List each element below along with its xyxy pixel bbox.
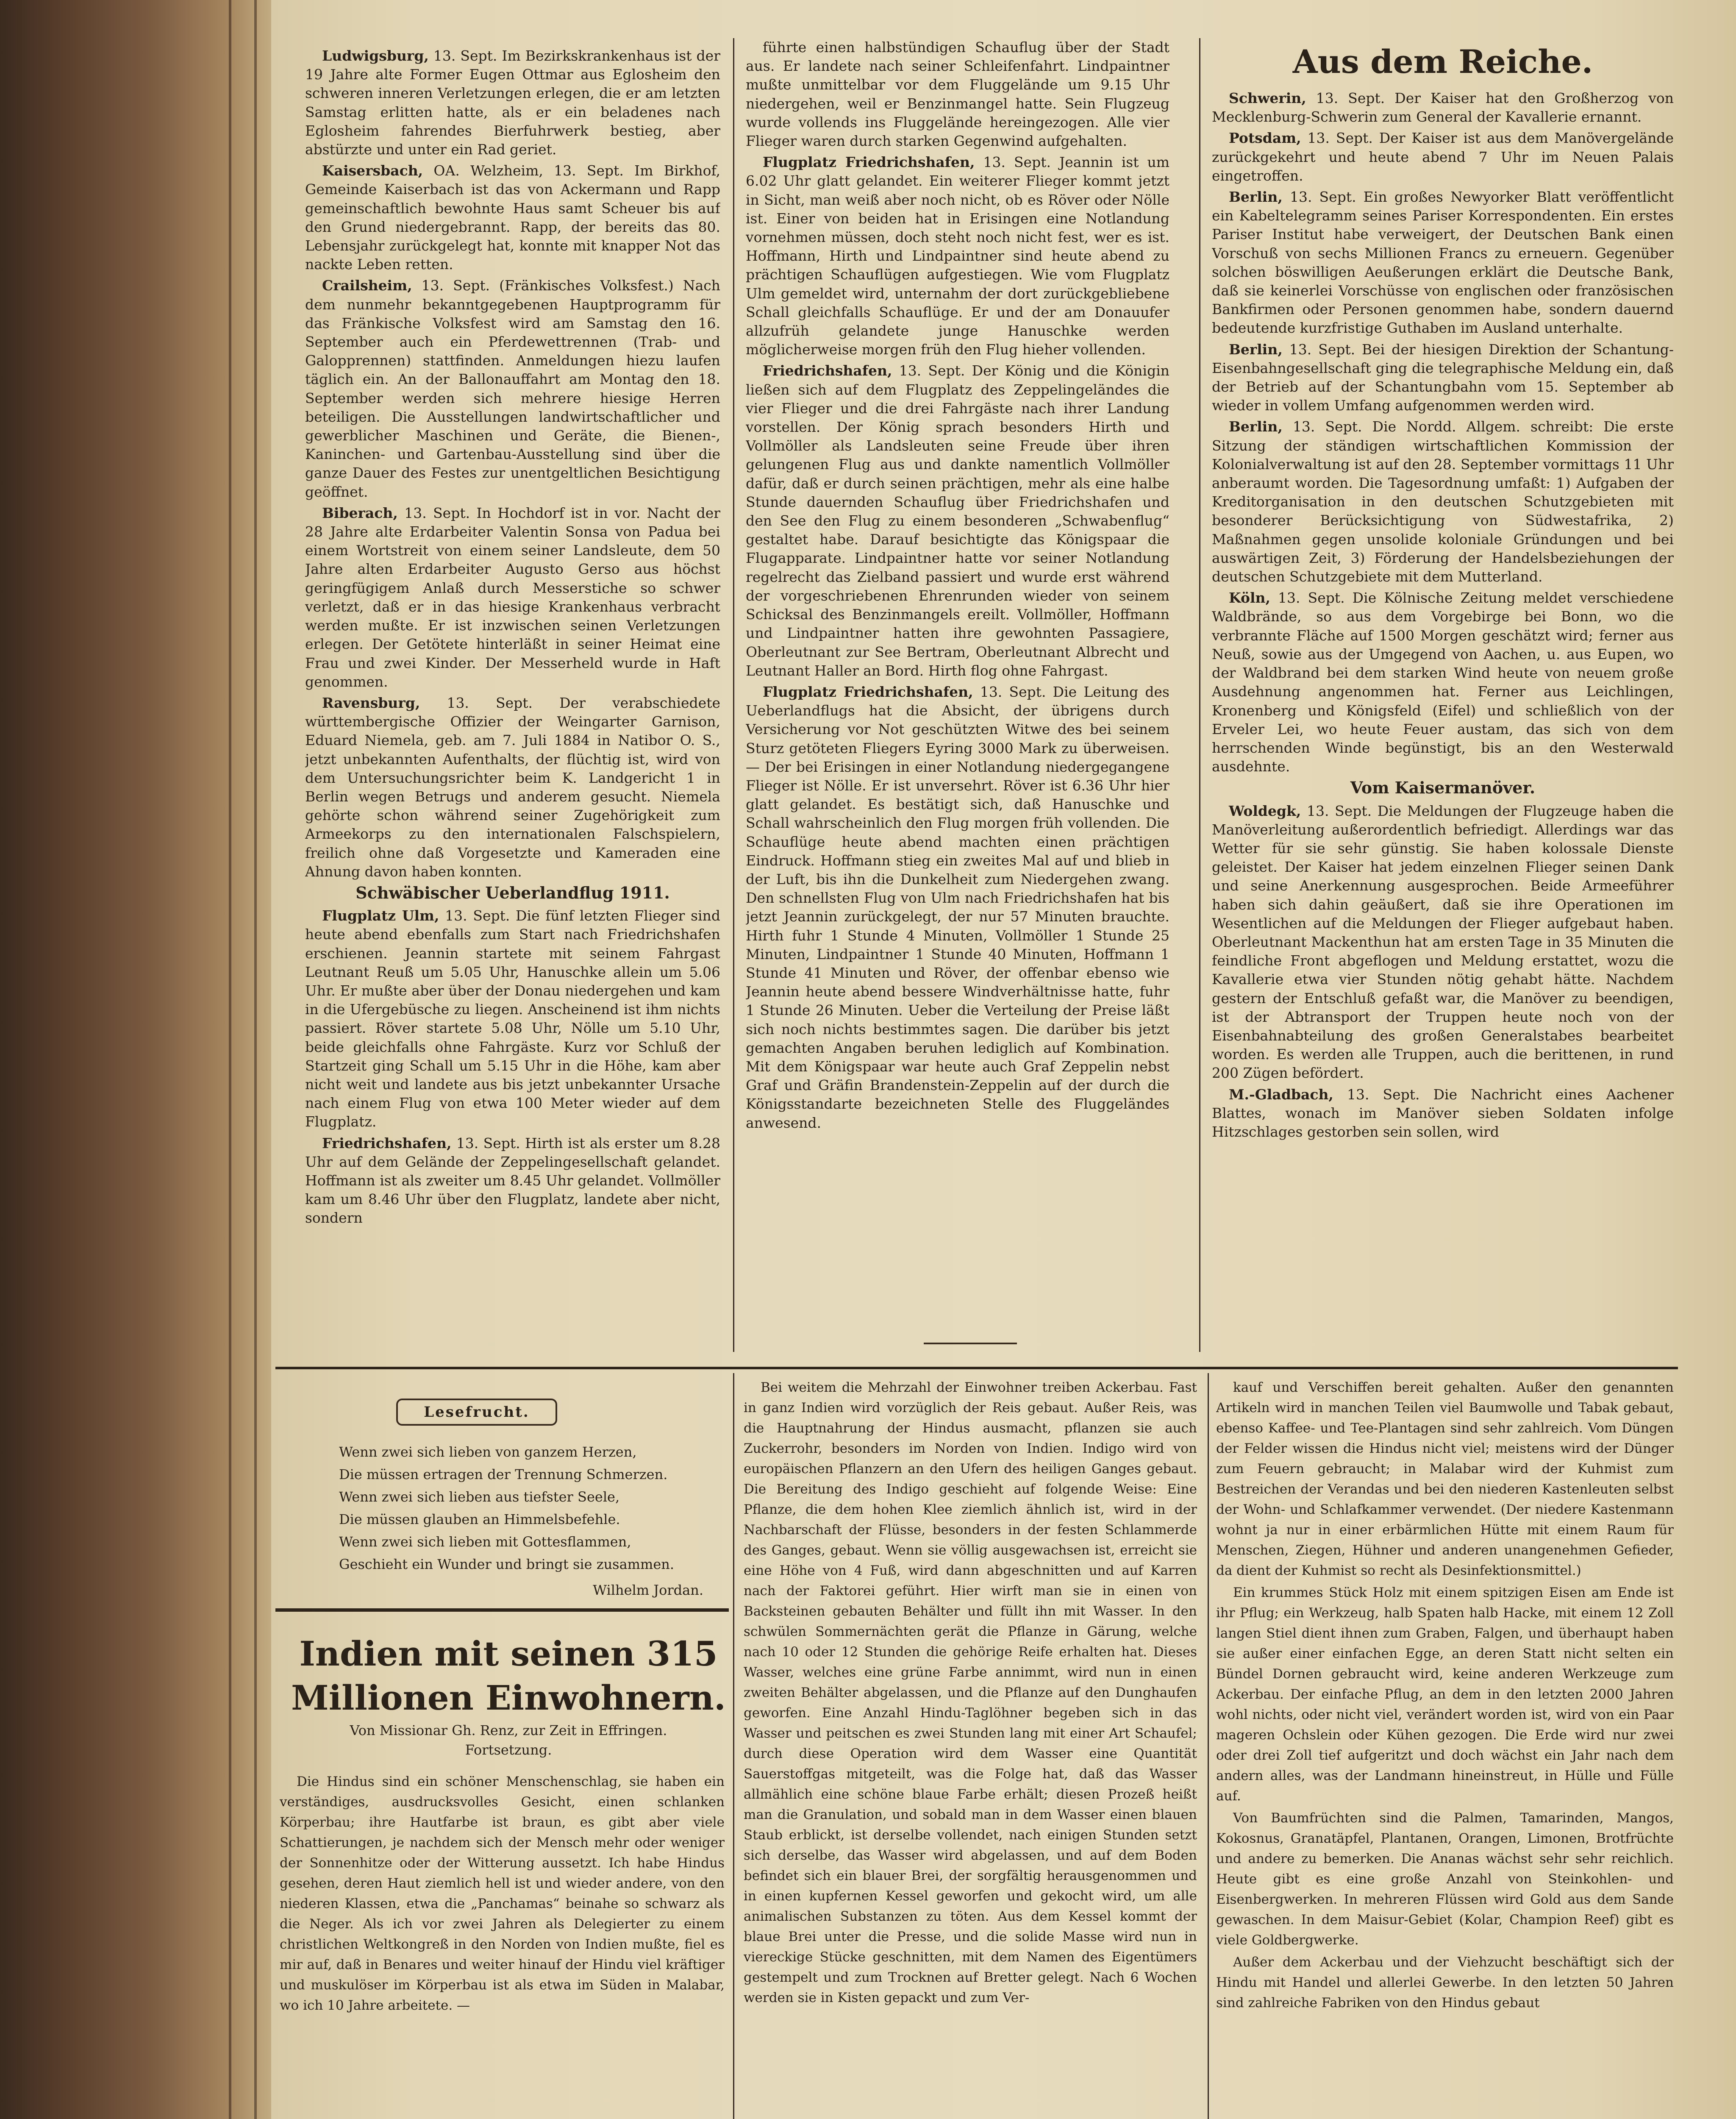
article-paragraph: kauf und Verschiffen bereit gehalten. Außer den genannten Artikeln wird in manchen Teilen viel Baumwolle und Tabak gebaut, ebenso Kaffee- und Tee-Plantagen sind sehr zahlreich. Vom Düngen der Felder wissen die Hindus nicht viel; meistens wird der Dünger zum Feuern gebraucht; in Malabar wird der Kuhmist zum Bestreichen der Verandas und bei den niederen Kastenleuten selbst der Wohn- und Schlafkammer verwendet. (Der niedere Kastenmann wohnt ja nur in einer erbärmlichen Hütte mit einem Raum für Menschen, Ziegen, Hühner und anderen unangenehmen Gefieder, da dient der Kuhmist so recht als Desinfektionsmittel.) (1216, 1380, 1674, 1578)
dateline: Friedrichshafen, (322, 1135, 452, 1151)
poem-line: Die müssen glauben an Himmelsbefehle. (339, 1511, 620, 1527)
news-item (746, 683, 1169, 1132)
poem-line: Wenn zwei sich lieben von ganzem Herzen, (339, 1444, 637, 1460)
lesefrucht-poem (339, 1441, 703, 1602)
news-text: 13. Sept. Im Bezirkskrankenhaus ist der 19 Jahre alte Former Eugen Ottmar aus Eglosheim den schweren inneren Verletzungen erlegen, die er am letzten Samstag erlitten hatte, als er ein beladenes nach Eglosheim fahrendes Bierfuhrwerk bestieg, aber abstürzte und unter ein Rad geriet. (305, 47, 720, 158)
article-byline (275, 1721, 742, 1760)
column-rule (733, 38, 734, 1352)
dateline: Woldegk, (1229, 802, 1301, 819)
news-text: 13. Sept. Bei der hiesigen Direktion der Schantung-Eisenbahngesellschaft ging die telegraphische Meldung ein, daß der Betrieb auf der Schantungbahn vom 15. September ab wieder in vollem Umfang aufgenommen werden wird. (1212, 341, 1674, 414)
column-3 (1212, 42, 1674, 1356)
news-item (305, 694, 720, 881)
news-item (305, 907, 720, 1131)
dateline: Kaisersbach, (322, 162, 423, 179)
poem-line: Wenn zwei sich lieben mit Gottesflammen, (339, 1534, 631, 1550)
dateline: Ravensburg, (322, 694, 420, 711)
news-text: OA. Welzheim, 13. Sept. Im Birkhof, Gemeinde Kaiserbach ist das von Ackermann und Rapp gemeinschaftlich bewohnte Haus samt Scheuer bis auf den Grund niedergebrannt. Rapp, der bereits das 80. Lebensjahr zurückgelegt hat, konnte mit knapper Not das nackte Leben retten. (305, 162, 720, 273)
article-body-col3 (1216, 1377, 1674, 2119)
news-item (1212, 802, 1674, 1083)
column-rule (733, 1373, 734, 2119)
news-item (1212, 89, 1674, 126)
news-text: 13. Sept. (Fränkisches Volksfest.) Nach dem nunmehr bekanntgegebenen Hauptprogramm für das Fränkische Volksfest wird am Samstag den 16. September auch ein Pferdewettrennen (Trab- und Galopprennen) stattfinden. Anmeldungen hiezu laufen täglich ein. An der Ballonauffahrt am Montag den 18. September werden sich mehrere hiesige Herren beteiligen. Die Ausstellungen landwirtschaftlicher und gewerblicher Maschinen und Geräte, die Bienen-, Kaninchen- und Gartenbau-Ausstellung sind über die ganze Dauer des Festes zur unentgeltlichen Besichtigung geöffnet. (305, 277, 720, 500)
end-rule (924, 1343, 1017, 1344)
dateline: M.-Gladbach, (1229, 1086, 1333, 1103)
news-item (1212, 589, 1674, 776)
news-item (746, 153, 1169, 359)
news-item (305, 504, 720, 691)
byline-author: Von Missionar Gh. Renz, zur Zeit in Effringen. (350, 1722, 667, 1738)
news-text: 13. Sept. Der Kaiser hat den Großherzog von Mecklenburg-Schwerin zum General der Kavallerie ernannt. (1212, 90, 1674, 125)
poem-line: Geschieht ein Wunder und bringt sie zusammen. (339, 1556, 675, 1572)
news-text: 13. Sept. Die Leitung des Ueberlandflugs hat die Absicht, der übrigens durch Versicherung vor Not geschützten Witwe des bei seinem Sturz getöteten Fliegers Eyring 3000 Mark zu überweisen. — Der bei Erisingen in einer Notlandung niedergegangene Flieger ist Nölle. Er ist unversehrt. Röver ist 6.36 Uhr hier glatt gelandet. Es bestätigt sich, daß Hanuschke und Schall wahrscheinlich den Flug morgen früh vollenden. Die Schauflüge heute abend machten einen prächtigen Eindruck. Hoffmann stieg ein zweites Mal auf und blieb in der Luft, bis ihn die Dunkelheit zum Niedergehen zwang. Den schnellsten Flug von Ulm nach Friedrichshafen hat bis jetzt Jeannin zurückgelegt, der nur 57 Minuten brauchte. Hirth fuhr 1 Stunde 4 Minuten, Vollmöller 1 Stunde 25 Minuten, Lindpaintner 1 Stunde 40 Minuten, Hoffmann 1 Stunde 41 Minuten und Röver, der offenbar ebenso wie Jeannin heute abend bessere Windverhältnisse hatte, fuhr 1 Stunde 26 Minuten. Ueber die Verteilung der Preise läßt sich noch nichts bestimmtes sagen. Die darüber bis jetzt gemachten Angaben beruhen lediglich auf Kombination. Mit dem Königspaar war heute auch Graf Zeppelin nebst Graf und Gräfin Brandenstein-Zeppelin auf der durch die Königsstandarte bezeichneten Stelle des Fluggeländes anwesend. (746, 683, 1169, 1131)
column-rule (1199, 38, 1200, 1352)
dateline: Berlin, (1229, 189, 1283, 206)
dateline: Friedrichshafen, (763, 362, 892, 379)
news-item (1212, 129, 1674, 185)
section-divider (275, 1367, 1678, 1369)
news-item (1212, 340, 1674, 415)
news-text: 13. Sept. Die Kölnische Zeitung meldet verschiedene Waldbrände, so aus dem Vorgebirge bei Bonn, wo die verbrannte Fläche auf 1500 Morgen geschätzt wird; ferner aus Neuß, sowie aus der Umgegend von Aachen, u. aus Eupen, wo der Waldbrand bei dem starken Wind heute von neuem große Ausdehnung angenommen hat. Ferner aus Leichlingen, Kronenberg und Königsfeld (Eifel) und schließlich von der Erveler Lei, wo heute Feuer austam, das sich von dem herrschenden Winde begünstigt, bis an den Westerwald ausdehnte. (1212, 590, 1674, 775)
article-body-col1 (280, 1771, 725, 2016)
news-text: 13. Sept. Die Meldungen der Flugzeuge haben die Manöverleitung außerordentlich befriedigt. Allerdings war das Wetter für sie sehr günstig. Sie haben kolossale Dienste geleistet. Der Kaiser hat jedem einzelnen Flieger seinen Dank und seine Anerkennung ausgesprochen. Beide Armeeführer haben sich dahin geäußert, daß sie ihre Operationen im Wesentlichen auf die Meldungen der Flieger aufgebaut haben. Oberleutnant Mackenthun hat am ersten Tage in 35 Minuten die feindliche Front abgeflogen und Meldung erstattet, wozu die Kavallerie etwa vier Stunden nötig gehabt hätte. Nachdem gestern der Entschluß gefaßt war, die Manöver zu beendigen, ist der Abtransport der Truppen heute noch von der Eisenbahnabteilung des großen Generalstabes bearbeitet worden. Es werden alle Truppen, auch die berittenen, in rund 200 Zügen befördert. (1212, 802, 1674, 1082)
article-body-col2 (744, 1377, 1197, 2119)
binding-edge (254, 0, 257, 2119)
news-item (305, 276, 720, 501)
news-text: 13. Sept. Hirth ist als erster um 8.28 Uhr auf dem Gelände der Zeppelingesellschaft gelandet. Hoffmann ist als zweiter um 8.45 Uhr gelandet. Vollmöller kam um 8.46 Uhr über den Flugplatz, landete aber nicht, sondern (305, 1135, 720, 1226)
section-heading: Schwäbischer Ueberlandflug 1911. (356, 883, 670, 902)
dateline: Schwerin, (1229, 90, 1306, 106)
dateline: Köln, (1229, 590, 1270, 606)
lesefrucht-banner: Lesefrucht. (396, 1399, 557, 1426)
poem-line: Wenn zwei sich lieben aus tiefster Seele, (339, 1489, 620, 1505)
book-binding (0, 0, 271, 2119)
news-text: 13. Sept. Der König und die Königin ließen sich auf dem Flugplatz des Zeppelingeländes die vier Flieger und die drei Fahrgäste nach ihrer Landung vorstellen. Der König sprach besonders Hirth und Vollmöller als Landsleuten seine Freude über ihren gelungenen Flug aus und dankte namentlich Vollmöller dafür, daß er durch seinen prächtigen, mehr als eine halbe Stunde dauernden Schauflug über Friedrichshafen und den See den Flug zu einem besonderen „Schwabenflug“ gestaltet habe. Darauf besichtigte das Königspaar die Flugapparate. Lindpaintner hatte vor seiner Notlandung regelrecht das Zielband passiert und wurde erst während der vorgeschriebenen Ehrenrunden wieder von seinem Schicksal des Benzinmangels ereilt. Vollmöller, Hoffmann und Lindpaintner hatten ihre gewohnten Passagiere, Oberleutnant zur See Bertram, Oberleutnant Albrecht und Leutnant Haller an Bord. Hirth flog ohne Fahrgast. (746, 362, 1169, 679)
dateline: Crailsheim, (322, 277, 412, 294)
news-item (746, 362, 1169, 680)
dateline: Potsdam, (1229, 130, 1301, 147)
news-item (305, 161, 720, 274)
news-item (305, 1134, 720, 1228)
dateline: Flugplatz Ulm, (322, 907, 439, 924)
section-subheading: Vom Kaisermanöver. (1350, 778, 1536, 798)
dateline: Ludwigsburg, (322, 47, 429, 64)
column-rule (1208, 1373, 1209, 2119)
news-item (1212, 188, 1674, 338)
article-paragraph: Ein krummes Stück Holz mit einem spitzigen Eisen am Ende ist ihr Pflug; ein Werkzeug, halb Spaten halb Hacke, mit einem 12 Zoll langen Stiel dient ihnen zum Graben, Falgen, und überhaupt haben sie außer einer einfachen Egge, an deren Statt nicht selten ein Bündel Dornen gebraucht wird, keine anderen Werkzeuge zum Ackerbau. Der einfache Pflug, an dem in den letzten 2000 Jahren wohl nichts, oder nicht viel, verändert worden ist, wird von ein Paar mageren Ochslein oder Kühen gezogen. Die Erde wird nur zwei oder drei Zoll tief aufgeritzt und doch wächst ein Jahr nach dem andern alles, was der Landmann hineinstreut, in Hülle und Fülle auf. (1216, 1585, 1674, 1804)
dateline: Berlin, (1229, 418, 1283, 435)
binding-edge (229, 0, 231, 2119)
byline-continuation: Fortsetzung. (465, 1742, 552, 1758)
news-text: 13. Sept. Jeannin ist um 6.02 Uhr glatt gelandet. Ein weiterer Flieger kommt jetzt in Sicht, man weiß aber noch nicht, ob es Röver oder Nölle ist. Einer von beiden hat in Erisingen eine Notlandung vornehmen müssen, doch steht noch nicht fest, wer es ist. Hoffmann, Hirth und Lindpaintner sind heute abend zu prächtigen Schauflügen aufgestiegen. Wie vom Flugplatz Ulm gemeldet wird, unternahm der dort zurückgebliebene Schall gleichfalls Schauflüge. Er und der am Donauufer allzufrüh gelandete junge Hanuschke werden möglicherweise morgen früh den Flug hieher vollenden. (746, 154, 1169, 358)
poem-line: Die müssen ertragen der Trennung Schmerzen. (339, 1466, 668, 1482)
article-paragraph: Von Baumfrüchten sind die Palmen, Tamarinden, Mangos, Kokosnus, Granatäpfel, Plantanen, Orangen, Limonen, Brotfrüchte und andere zu bemerken. Die Ananas wächst sehr sehr reichlich. Heute gibt es eine große Anzahl von Steinkohlen- und Eisenbergwerken. In mehreren Flüssen wird Gold aus dem Sande gewaschen. In dem Maisur-Gebiet (Kolar, Champion Reef) gibt es viele Goldbergwerke. (1216, 1810, 1674, 1948)
news-item (1212, 1085, 1674, 1142)
dateline: Biberach, (322, 504, 398, 521)
article-divider (275, 1608, 729, 1612)
news-item (305, 47, 720, 159)
column-2 (746, 38, 1169, 1335)
news-item (1212, 417, 1674, 586)
dateline: Flugplatz Friedrichshafen, (763, 154, 975, 171)
dateline: Flugplatz Friedrichshafen, (763, 683, 973, 700)
article-paragraph: Die Hindus sind ein schöner Menschenschlag, sie haben ein verständiges, ausdrucksvolles Gesicht, einen schlanken Körperbau; ihre Hautfarbe ist braun, es gibt aber viele Schattierungen, je nachdem sich der Mensch mehr oder weniger der Sonnenhitze oder der Witterung aussetzt. Ich habe Hindus gesehen, deren Haut ziemlich hell ist und wieder andere, von den niederen Klassen, etwa die „Panchamas“ beinahe so schwarz als die Neger. Als ich vor zwei Jahren als Delegierter zu einem christlichen Weltkongreß in den Norden von Indien mußte, fiel es mir auf, daß in Benares und weiter hinauf der Hindu viel kräftiger und muskulöser im Körperbau ist als etwa im Süden in Malabar, wo ich 10 Jahre arbeitete. — (280, 1774, 725, 2013)
news-text: 13. Sept. Ein großes Newyorker Blatt veröffentlicht ein Kabeltelegramm seines Pariser Korrespondenten. Ein erstes Pariser Institut habe verweigert, der Deutschen Bank einen Vorschuß von sechs Millionen Francs zu erneuern. Gegenüber solchen böswilligen Aeußerungen erklärt die Deutsche Bank, daß sie keinerlei Vorschüsse von englischen oder französischen Bankfirmen oder Personen genommen habe, sondern dauernd bedeutende kurzfristige Guthaben im Ausland unterhalte. (1212, 189, 1674, 336)
news-text: führte einen halbstündigen Schauflug über der Stadt aus. Er landete nach seiner Schleifenfahrt. Lindpaintner mußte unmittelbar vor dem Fluggelände um 9.15 Uhr niedergehen, weil er Benzinmangel hatte. Sein Flugzeug wurde vollends ins Fluggelände hereingezogen. Alle vier Flieger waren durch starken Gegenwind aufgehalten. (746, 39, 1169, 150)
news-text: 13. Sept. Die Nordd. Allgem. schreibt: Die erste Sitzung der ständigen wirtschaftlichen Kommission der Kolonialverwaltung ist auf den 28. September vormittags 11 Uhr anberaumt worden. Die Tagesordnung umfaßt: 1) Aufgaben der Kreditorganisation in den deutschen Schutzgebieten mit besonderer Berücksichtigung von Südwestafrika, 2) Maßnahmen gegen unsolide koloniale Gründungen und bei auswärtigen Zeit, 3) Förderung der Handelsbeziehungen der deutschen Schutzgebiete mit dem Mutterland. (1212, 418, 1674, 585)
news-text: 13. Sept. Die fünf letzten Flieger sind heute abend ebenfalls zum Start nach Friedrichshafen erschienen. Jeannin startete mit seinem Fahrgast Leutnant Reuß um 5.05 Uhr, Hanuschke allein um 5.06 Uhr. Er mußte aber über der Donau niedergehen und kam in die Ufergebüsche zu liegen. Anscheinend ist ihm nichts passiert. Röver startete 5.08 Uhr, Nölle um 5.10 Uhr, beide gleichfalls ohne Fahrgäste. Kurz vor Schluß der Startzeit ging Schall um 5.15 Uhr in die Höhe, kam aber nicht weit und landete aus bis jetzt unbekannter Ursache nach einem Flug von etwa 100 Meter wieder auf dem Flugplatz. (305, 907, 720, 1130)
news-text: 13. Sept. Der verabschiedete württembergische Offizier der Weingarter Garnison, Eduard Niemela, geb. am 7. Juli 1884 in Natibor O. S., jetzt unbekannten Aufenthalts, der flüchtig ist, wird von dem Untersuchungsrichter beim K. Landgericht 1 in Berlin wegen Betrugs und anderem gesucht. Niemela gehörte schon während seiner Zugehörigkeit zum Armeekorps zu den internationalen Falschspielern, freilich ohne daß Vorgesetzte und Kameraden eine Ahnung davon haben konnten. (305, 694, 720, 880)
news-item (746, 38, 1169, 150)
news-text: 13. Sept. In Hochdorf ist in vor. Nacht der 28 Jahre alte Erdarbeiter Valentin Sonsa von Padua bei einem Wortstreit von einem seiner Landsleute, dem 50 Jahre alten Erdarbeiter Augusto Gerso aus höchst geringfügigem Anlaß durch Messerstiche so schwer verletzt, daß er in das hiesige Krankenhaus verbracht werden mußte. Er ist inzwischen seinen Verletzungen erlegen. Der Getötete hinterläßt in seiner Heimat eine Frau und zwei Kinder. Der Messerheld wurde in Haft genommen. (305, 504, 720, 690)
article-paragraph: Außer dem Ackerbau und der Viehzucht beschäftigt sich der Hindu mit Handel und allerlei Gewerbe. In den letzten 50 Jahren sind zahlreiche Fabriken von den Hindus gebaut (1216, 1955, 1674, 2011)
column-1 (305, 47, 720, 1352)
article-title: Indien mit seinen 315 Millionen Einwohnern. (291, 1634, 726, 1718)
news-text: 13. Sept. Die Nachricht eines Aachener Blattes, wonach im Manöver sieben Soldaten infolge Hitzschlages gestorben sein sollen, wird (1212, 1086, 1674, 1140)
dateline: Berlin, (1229, 341, 1283, 358)
section-heading-reich: Aus dem Reiche. (1292, 43, 1593, 81)
news-text: 13. Sept. Der Kaiser ist aus dem Manövergelände zurückgekehrt und heute abend 7 Uhr im Neuen Palais eingetroffen. (1212, 130, 1674, 184)
poem-author: Wilhelm Jordan. (593, 1582, 703, 1598)
article-paragraph: Bei weitem die Mehrzahl der Einwohner treiben Ackerbau. Fast in ganz Indien wird vorzüglich der Reis gebaut. Außer Reis, was die Hauptnahrung der Hindus ausmacht, pflanzen sie auch Zuckerrohr, besonders im Norden von Indien. Indigo wird von europäischen Pflanzern an den Ufern des heiligen Ganges gebaut. Die Bereitung des Indigo geschieht auf folgende Weise: Eine Pflanze, die dem hohen Klee ziemlich ähnlich ist, wird in der Nachbarschaft der Flüsse, besonders in der festen Schlammerde des Ganges, gebaut. Wenn sie völlig ausgewachsen ist, erreicht sie eine Höhe von 4 Fuß, wird dann abgeschnitten und auf Karren nach der Faktorei geführt. Hier wirft man sie in einen von Backsteinen gebauten Behälter und füllt ihn mit Wasser. In den schwülen Sommernächten gerät die Pflanze in Gärung, welche nach 10 oder 12 Stunden die gehörige Reife erhalten hat. Dieses Wasser, welches eine grüne Farbe annimmt, wird nun in einen zweiten Behälter abgelassen, und die Pflanze auf den Dunghaufen geworfen. Eine Anzahl Hindu-Taglöhner begeben sich in das Wasser und peitschen es zwei Stunden lang mit einer Art Schaufel; durch diese Operation wird dem Wasser eine Quantität Sauerstoffgas mitgeteilt, was die Folge hat, daß das Wasser allmählich eine schöne blaue Farbe erhält; diesen Prozeß heißt man die Granulation, und sobald man in dem Wasser einen blauen Staub erblickt, ist derselbe vollendet, nach einigen Stunden setzt sich derselbe, das Wasser wird abgelassen, und auf dem Boden befindet sich ein blauer Brei, der sorgfältig herausgenommen und in einen kupfernen Kessel geworfen und gekocht wird, um alle animalischen Substanzen zu töten. Aus dem Kessel kommt der blaue Brei unter die Presse, und die solide Masse wird nun in viereckige Stücke geschnitten, mit dem Namen des Eigentümers gestempelt und zum Trocknen auf Bretter gelegt. Nach 6 Wochen werden sie in Kisten gepackt und zum Ver- (744, 1380, 1197, 2005)
